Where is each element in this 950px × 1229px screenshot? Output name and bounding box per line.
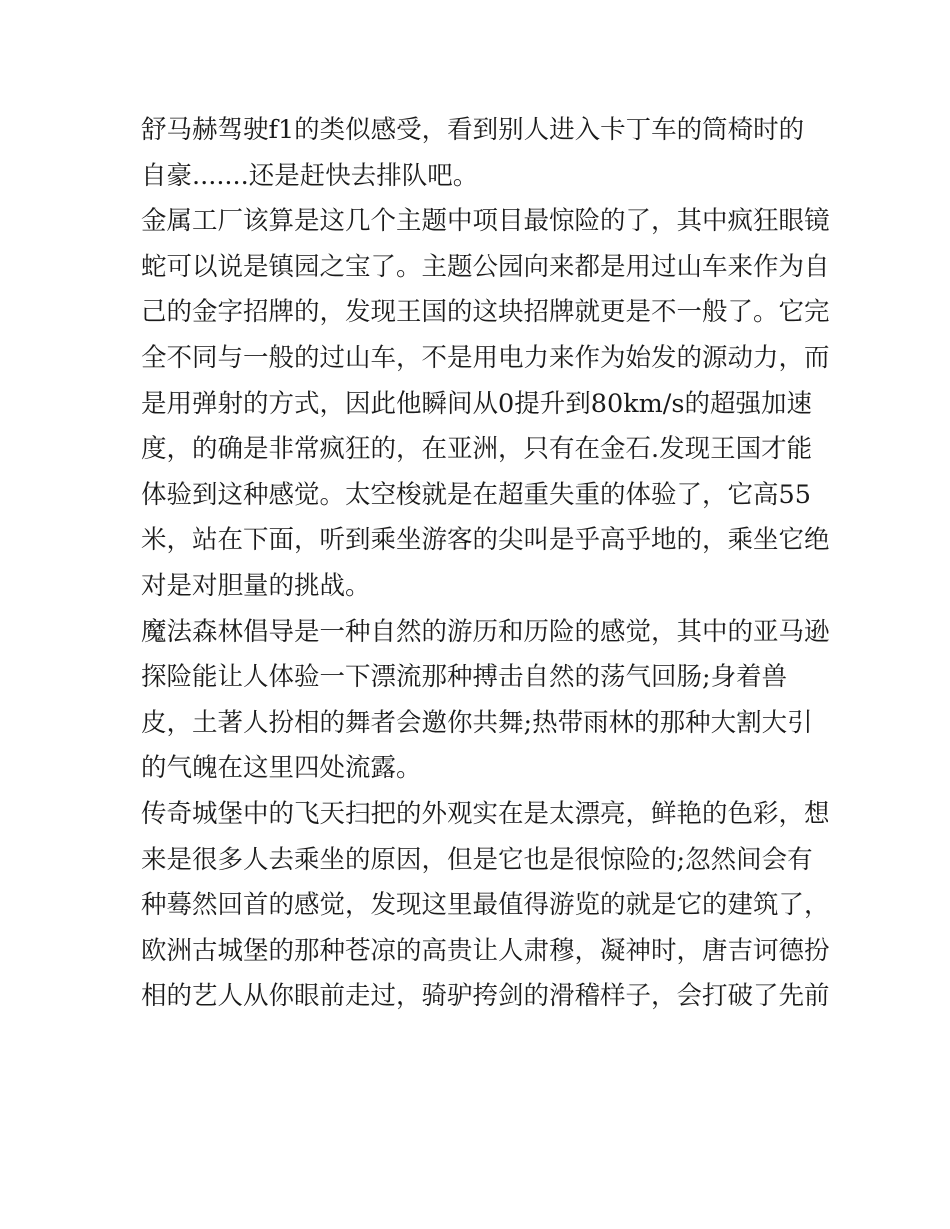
text-line: 自豪.......还是赶快去排队吧。: [141, 160, 479, 191]
text-line: 舒马赫驾驶f1的类似感受，看到别人进入卡丁车的筒椅时的: [141, 115, 805, 145]
text-line: 是用弹射的方式，因此他瞬间从0提升到80km/s的超强加速: [141, 388, 812, 419]
text-line: 种蓦然回首的感觉，发现这里最值得游览的就是它的建筑了，: [141, 890, 830, 921]
text-line: 欧洲古城堡的那种苍凉的高贵让人肃穆，凝神时，唐吉诃德扮: [141, 935, 830, 966]
text-line: 米，站在下面，听到乘坐游客的尖叫是乎高乎地的，乘坐它绝: [141, 525, 830, 556]
text-line: 蛇可以说是镇园之宝了。主题公园向来都是用过山车来作为自: [141, 251, 830, 282]
text-line: 探险能让人体验一下漂流那种搏击自然的荡气回肠;身着兽: [141, 662, 788, 693]
text-line: 度，的确是非常疯狂的，在亚洲，只有在金石.发现王国才能: [141, 434, 813, 465]
text-line: 对是对胆量的挑战。: [141, 570, 371, 601]
text-line: 的气魄在这里四处流露。: [141, 753, 422, 784]
text-line: 体验到这种感觉。太空梭就是在超重失重的体验了，它高55: [141, 479, 811, 510]
text-line: 传奇城堡中的飞天扫把的外观实在是太漂亮，鲜艳的色彩，想: [141, 798, 830, 829]
text-line: 相的艺人从你眼前走过，骑驴挎剑的滑稽样子，会打破了先前: [141, 981, 830, 1012]
text-line: 金属工厂该算是这几个主题中项目最惊险的了，其中疯狂眼镜: [141, 206, 830, 237]
text-line: 全不同与一般的过山车，不是用电力来作为始发的源动力，而: [141, 342, 830, 373]
body-text: [141, 108, 830, 1020]
text-line: 魔法森林倡导是一种自然的游历和历险的感觉，其中的亚马逊: [141, 616, 830, 647]
text-line: 己的金字招牌的，发现王国的这块招牌就更是不一般了。它完: [141, 297, 830, 328]
text-line: 皮，土著人扮相的舞者会邀你共舞;热带雨林的那种大割大引: [141, 707, 813, 738]
text-line: 来是很多人去乘坐的原因，但是它也是很惊险的;忽然间会有: [141, 844, 813, 875]
